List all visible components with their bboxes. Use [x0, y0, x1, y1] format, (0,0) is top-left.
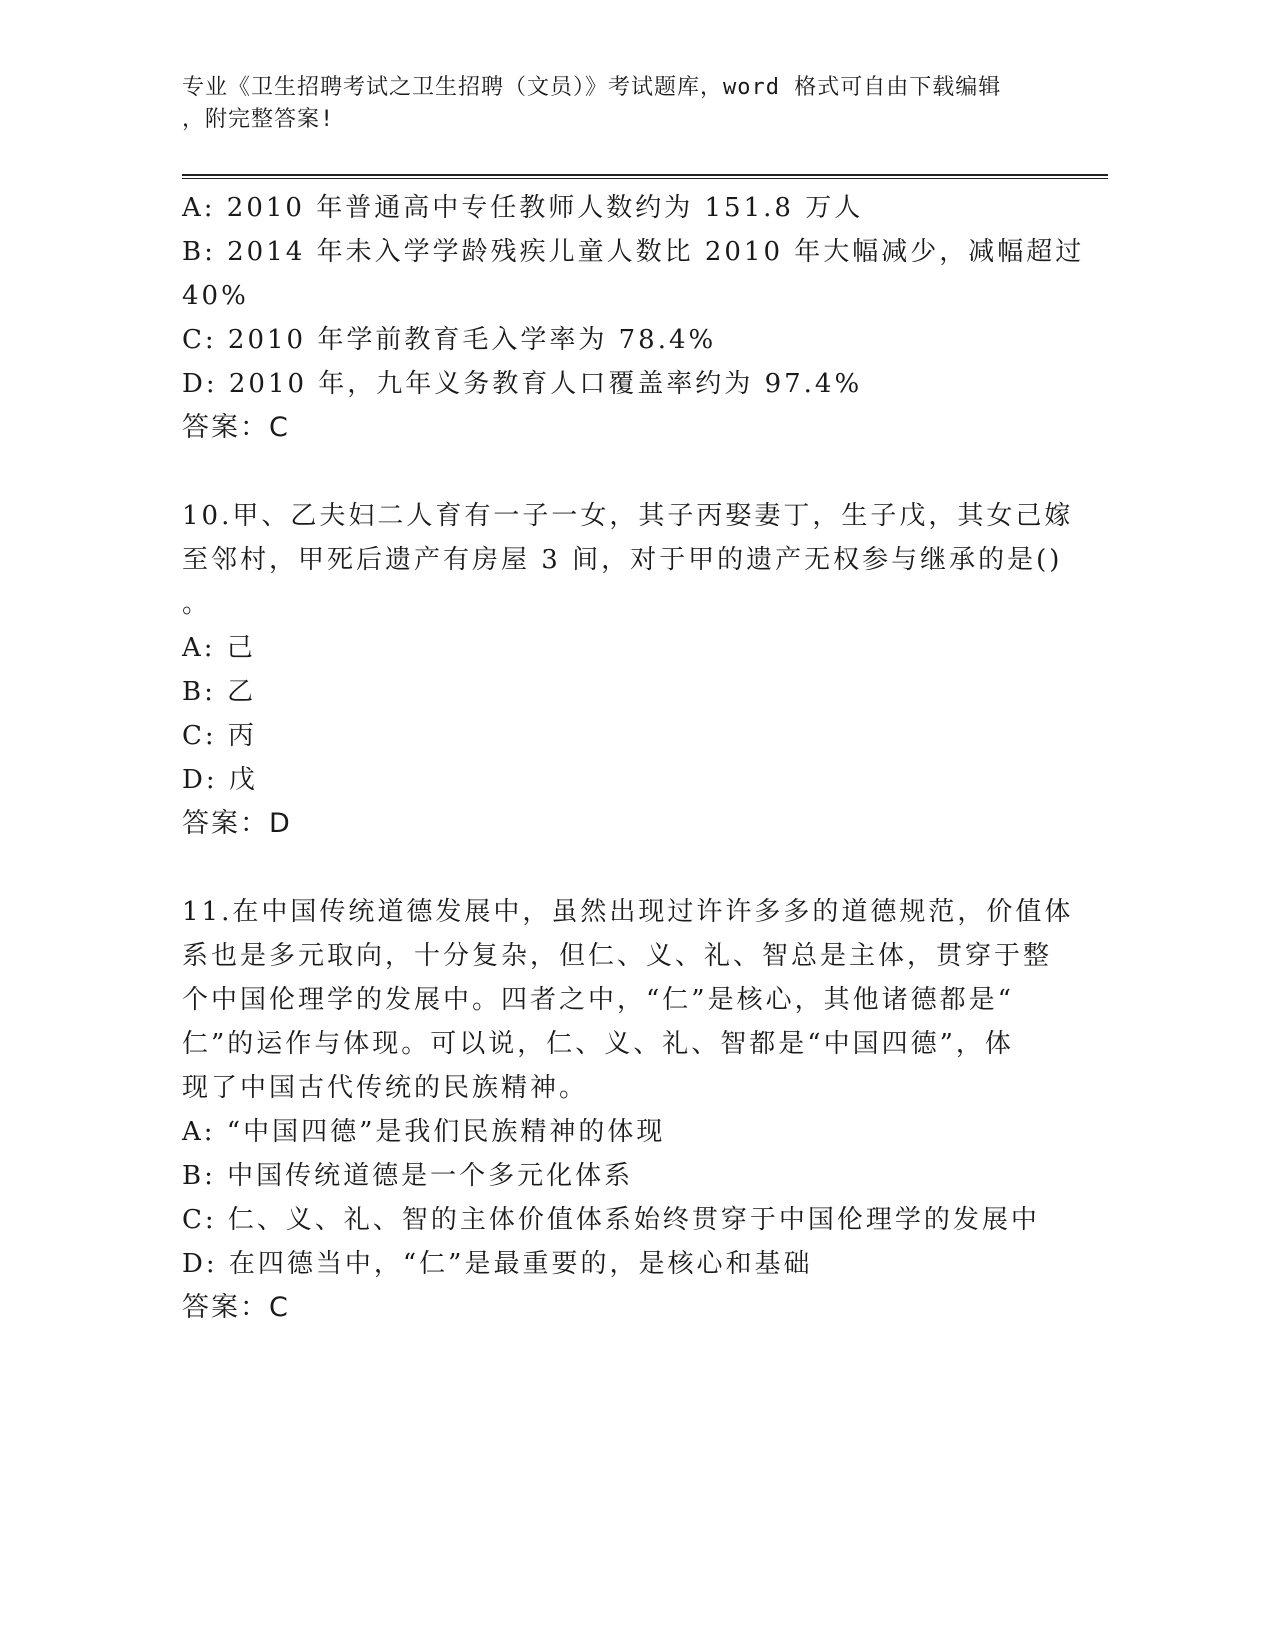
- option-c: C: 丙: [182, 721, 257, 751]
- option-d: D: 2010 年，九年义务教育人口覆盖率约为 97.4%: [182, 369, 863, 399]
- question-stem: 。: [182, 589, 212, 619]
- header-line-2: ，附完整答案!: [182, 107, 335, 132]
- document-header: [182, 72, 1052, 136]
- option-b: B: 中国传统道德是一个多元化体系: [182, 1161, 634, 1191]
- option-c: C: 仁、义、礼、智的主体价值体系始终贯穿于中国伦理学的发展中: [182, 1205, 1040, 1235]
- spacer: [182, 450, 1062, 494]
- option-a: A: “中国四德”是我们民族精神的体现: [182, 1117, 666, 1147]
- question-stem: 现了中国古代传统的民族精神。: [182, 1073, 589, 1103]
- question-stem: 系也是多元取向，十分复杂，但仁、义、礼、智总是主体，贯穿于整: [182, 941, 1053, 971]
- answer-line: 答案：C: [182, 1292, 290, 1323]
- option-c: C: 2010 年学前教育毛入学率为 78.4%: [182, 325, 717, 355]
- header-line-1: 专业《卫生招聘考试之卫生招聘（文员）》考试题库，word 格式可自由下载编辑: [182, 75, 1002, 100]
- spacer: [182, 846, 1062, 890]
- question-stem: 至邻村，甲死后遗产有房屋 3 间，对于甲的遗产无权参与继承的是(): [182, 545, 1063, 575]
- option-d: D: 在四德当中，“仁”是最重要的，是核心和基础: [182, 1249, 813, 1279]
- header-divider: [182, 174, 1108, 179]
- option-b-continued: 40%: [182, 281, 249, 311]
- answer-line: 答案：D: [182, 808, 292, 839]
- document-body: [182, 186, 1085, 1330]
- question-stem: 个中国伦理学的发展中。四者之中，“仁”是核心，其他诸德都是“: [182, 985, 1014, 1015]
- option-b: B: 乙: [182, 677, 257, 707]
- question-stem: 10.甲、乙夫妇二人育有一子一女，其子丙娶妻丁，生子戊，其女己嫁: [182, 501, 1074, 531]
- question-9: [182, 186, 1085, 450]
- question-10: [182, 494, 1074, 846]
- answer-line: 答案：C: [182, 412, 290, 443]
- option-a: A: 2010 年普通高中专任教师人数约为 151.8 万人: [182, 193, 864, 223]
- question-stem: 仁”的运作与体现。可以说，仁、义、礼、智都是“中国四德”，体: [182, 1029, 1014, 1059]
- option-d: D: 戊: [182, 765, 258, 795]
- question-stem: 11.在中国传统道德发展中，虽然出现过许许多多的道德规范，价值体: [182, 897, 1074, 927]
- option-a: A: 己: [182, 633, 256, 663]
- option-b: B: 2014 年未入学学龄残疾儿童人数比 2010 年大幅减少，减幅超过: [182, 237, 1085, 267]
- question-11: [182, 890, 1074, 1330]
